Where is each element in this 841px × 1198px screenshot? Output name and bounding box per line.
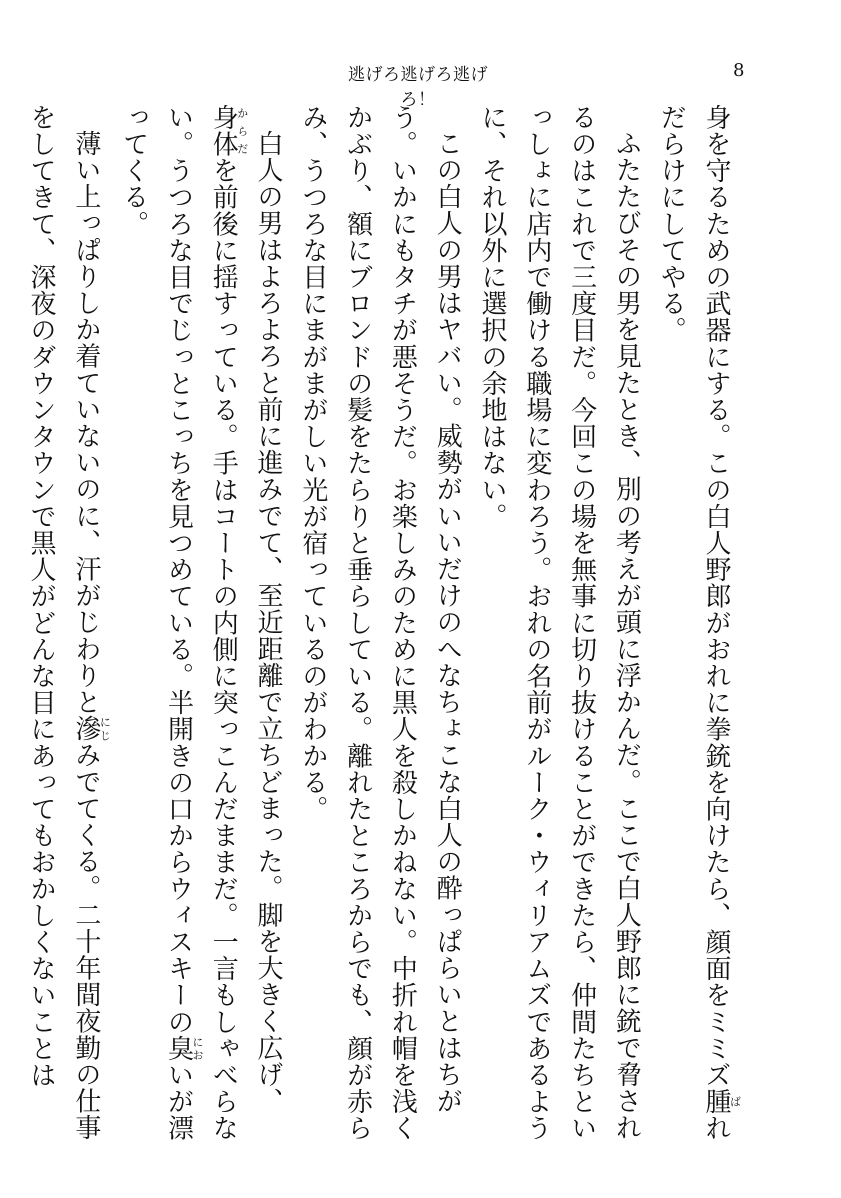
ruby-reading: からだ (235, 104, 249, 158)
ruby-base: 滲 (70, 715, 101, 742)
text-run: みでてくる。二十年間夜勤の仕事をしてきて、深夜のダウンタウンで黒人がどんな目にあってもおかしくないことは (26, 104, 101, 1141)
text-run: を前後に揺すっている。手はコートの内側に突っこんだままだ。一言もしゃべらない。うつろな目でじっとこっちを見つめている。半開きの口からウィスキーの (163, 104, 239, 1142)
ruby-reading: にじ (98, 715, 112, 742)
text-run: 薄い上っぱりしか着ていないのに、汗がじわりと (70, 130, 101, 716)
running-title: 逃げろ逃げろ逃げろ！ (348, 65, 488, 110)
ruby-word (701, 1088, 742, 1115)
ruby-word (163, 1035, 204, 1062)
text-run: 白人の男はよろよろと前に進みでて、至近距離で立ちどまった。脚を大きく広げ、 (253, 130, 284, 1115)
paragraph-3 (290, 104, 469, 1144)
paragraph-5 (18, 104, 111, 1144)
paragraph-2 (469, 104, 648, 1144)
text-run: この白人の男はヤバい。威勢がいいだけのへなちょこな白人の酔っぱらいとはちがう。いかにもタチが悪そうだ。お楽しみのために黒人を殺しかねない。中折れ帽を浅くかぶり、額にブロンドの髪をたらりと垂らしている。離れたところからでも、顔が赤らみ、うつろな目にまがまがしい光が宿っているのがわかる。 (297, 104, 463, 1142)
text-run: れだらけにしてやる。 (656, 104, 731, 1142)
text-run: ふたたびその男を見たとき、別の考えが頭に浮かんだ。ここで白人野郎に銃で脅されるのはこれで三度目だ。今回この場を無事に切り抜けることができたら、仲間たちといっしょに店内で働ける職場に変わろう。おれの名前がルーク・ウィリアムズであるように、それ以外に選択の余地はない。 (477, 104, 642, 1142)
page-number: 8 (733, 60, 745, 81)
paragraph-4 (111, 104, 290, 1144)
ruby-word (208, 104, 249, 158)
text-run: 身を守るための武器にする。この白人野郎がおれに拳銃を向けたら、顔面をミミズ (701, 104, 731, 1089)
ruby-word (70, 715, 112, 742)
ruby-base: 腫 (701, 1088, 731, 1115)
ruby-reading: ば (728, 1088, 742, 1115)
ruby-reading: にお (190, 1035, 204, 1062)
ruby-base: 身体 (208, 104, 239, 158)
body-text (26, 104, 742, 1144)
text-run: いが漂ってくる。 (118, 104, 194, 1142)
ruby-base: 臭 (163, 1035, 194, 1062)
paragraph-1 (648, 104, 741, 1144)
